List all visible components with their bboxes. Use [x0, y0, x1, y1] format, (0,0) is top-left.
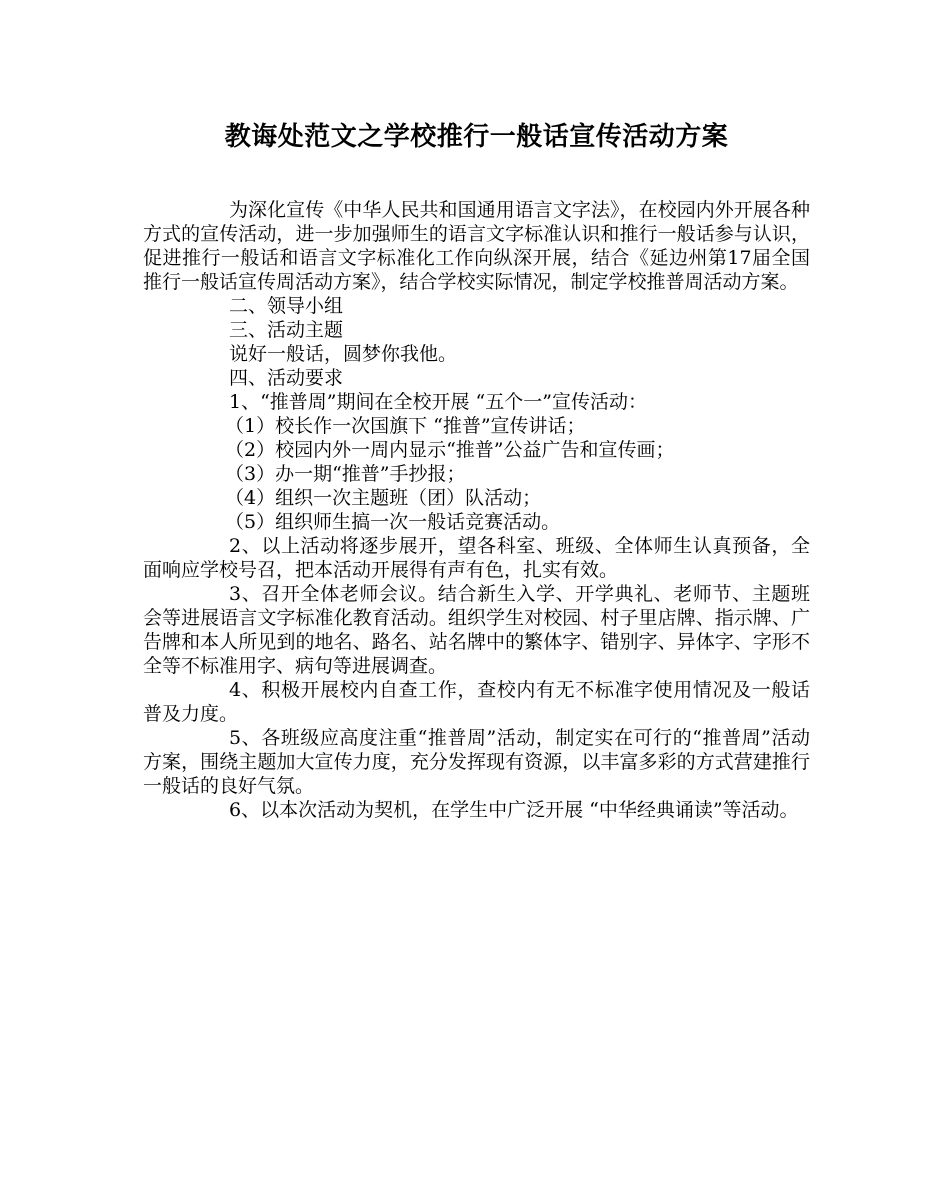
- section-heading-leadership: 二、领导小组: [229, 295, 344, 317]
- document-page: [143, 120, 810, 822]
- theme-slogan: 说好一般话，圆梦你我他。: [229, 343, 458, 365]
- section-heading-requirements: 四、活动要求: [229, 367, 344, 389]
- requirement-6: 6、以本次活动为契机，在学生中广泛开展 “中华经典诵读”等活动。: [229, 799, 799, 821]
- document-body: [143, 198, 810, 822]
- requirement-1-item: （1）校长作一次国旗下 “推普”宣传讲话；: [225, 415, 586, 437]
- section-heading-theme: 三、活动主题: [229, 319, 344, 341]
- requirement-1-item: （3）办一期“推普”手抄报；: [225, 463, 466, 485]
- requirement-1-item: （5）组织师生搞一次一般话竞赛活动。: [225, 511, 561, 533]
- requirement-1-item: （4）组织一次主题班（团）队活动；: [225, 487, 542, 509]
- requirement-2: 2、以上活动将逐步展开，望各科室、班级、全体师生认真预备，全面响应学校号召，把本活动开展得有声有色，扎实有效。: [143, 535, 810, 581]
- requirement-4: 4、积极开展校内自查工作，查校内有无不标准字使用情况及一般话普及力度。: [143, 679, 810, 725]
- document-title: 教诲处范文之学校推行一般话宣传活动方案: [224, 122, 729, 152]
- requirement-3: 3、召开全体老师会议。结合新生入学、开学典礼、老师节、主题班会等进展语言文字标准化教育活动。组织学生对校园、村子里店牌、指示牌、广告牌和本人所见到的地名、路名、站名牌中的繁体字、错别字、异体字、字形不全等不标准用字、病句等进展调查。: [143, 583, 810, 677]
- requirement-1-item: （2）校园内外一周内显示“推普”公益广告和宣传画；: [225, 439, 675, 461]
- requirement-1: 1、“推普周”期间在全校开展 “五个一”宣传活动：: [229, 391, 647, 413]
- requirement-5: 5、各班级应高度注重“推普周”活动，制定实在可行的“推普周”活动方案，围绕主题加大宣传力度，充分发挥现有资源，以丰富多彩的方式营建推行一般话的良好气氛。: [143, 727, 810, 797]
- intro-paragraph: 为深化宣传《中华人民共和国通用语言文字法》，在校园内外开展各种方式的宣传活动，进一步加强师生的语言文字标准认识和推行一般话参与认识，促进推行一般话和语言文字标准化工作向纵深开展，结合《延边州第17届全国推行一般话宣传周活动方案》，结合学校实际情况，制定学校推普周活动方案。: [143, 199, 810, 293]
